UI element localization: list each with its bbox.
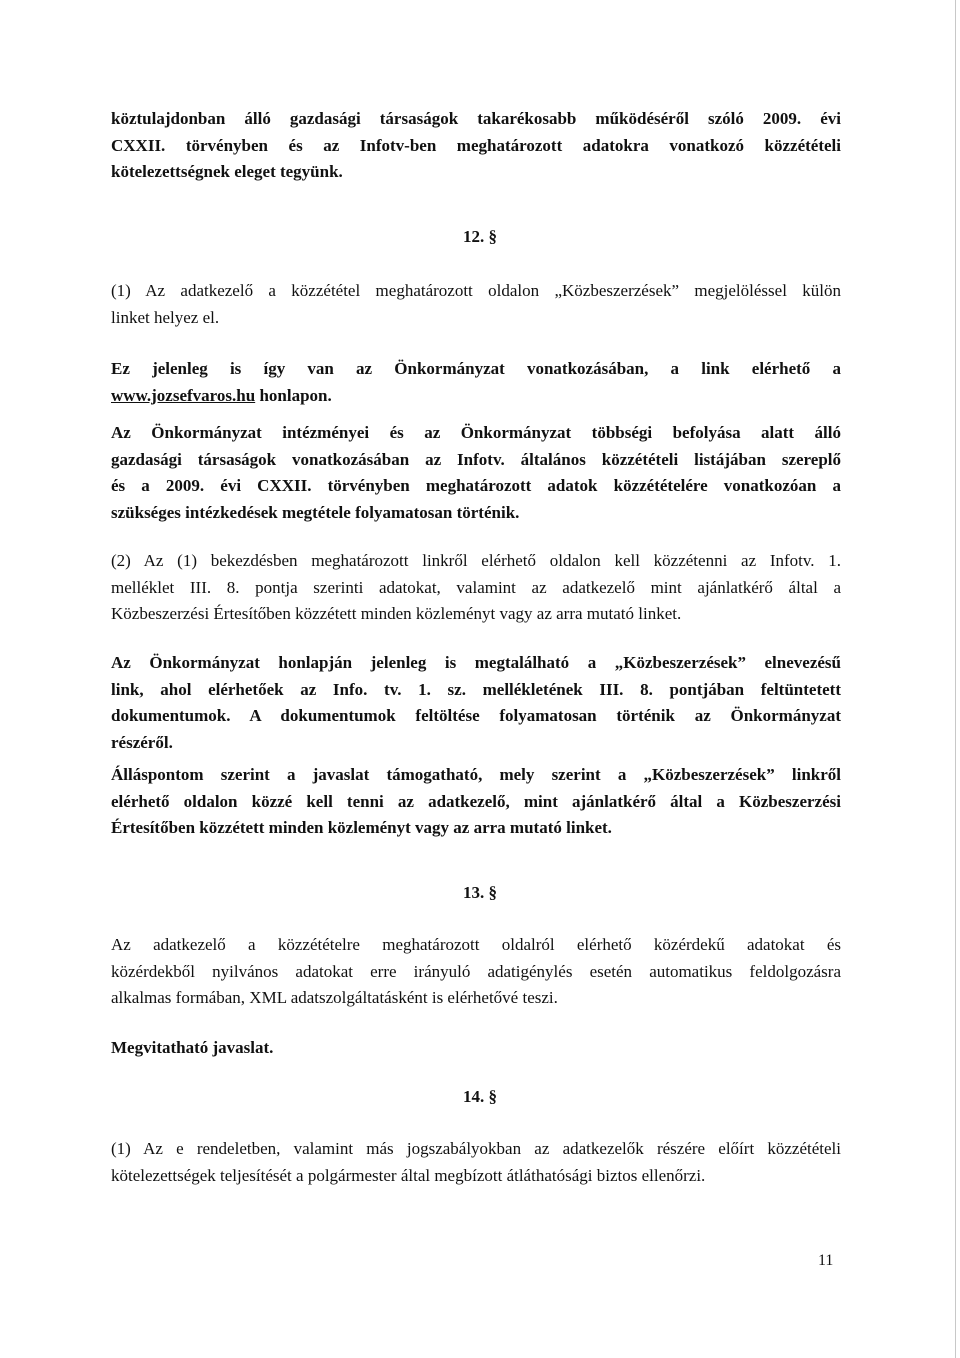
text-line: Az Önkormányzat honlapján jelenleg is megtalálható a „Közbeszerzések” elnevezésű xyxy=(111,653,841,672)
comment-position xyxy=(111,762,841,842)
section-12-paragraph-1 xyxy=(111,278,841,331)
text-line: (1) Az adatkezelő a közzététel meghatározott oldalon „Közbeszerzések” megjelöléssel külön xyxy=(111,281,841,300)
website-link[interactable]: www.jozsefvaros.hu xyxy=(111,385,256,405)
comment-website-link xyxy=(111,650,841,756)
text-line: link, ahol elérhetőek az Info. tv. 1. sz. mellékletének III. 8. pontjában feltüntetett xyxy=(111,679,841,699)
section-13-paragraph xyxy=(111,932,841,1012)
text-line: alkalmas formában, XML adatszolgáltatásként is elérhetővé teszi. xyxy=(111,988,558,1007)
comment-link-available xyxy=(111,356,841,409)
text-line: Az adatkezelő a közzétételre meghatározott oldalról elérhető közérdekű adatokat és xyxy=(111,935,841,954)
text-line: (2) Az (1) bekezdésben meghatározott linkről elérhető oldalon kell közzétenni az Infotv. 1. xyxy=(111,551,841,570)
text-line: CXXII. törvényben és az Infotv-ben meghatározott adatokra vonatkozó közzétételi xyxy=(111,135,841,155)
text-line: kötelezettségek teljesítését a polgármester által megbízott átláthatósági biztos ellenőrzi. xyxy=(111,1165,706,1185)
text-line: Értesítőben közzétett minden közleményt vagy az arra mutató linket. xyxy=(111,818,612,837)
text-line: részéről. xyxy=(111,732,173,752)
text-line: szükséges intézkedések megtétele folyamatosan történik. xyxy=(111,502,520,522)
section-12-paragraph-2 xyxy=(111,548,841,628)
section-12-heading: 12. § xyxy=(463,227,497,246)
text-line xyxy=(111,383,841,410)
text-line: gazdasági társaságok vonatkozásában az Infotv. általános közzétételi listájában szereplő xyxy=(111,449,841,469)
text-line: Közbeszerzési Értesítőben közzétett minden közleményt vagy az arra mutató linket. xyxy=(111,604,682,623)
text-line: linket helyez el. xyxy=(111,307,220,327)
section-14-paragraph xyxy=(111,1136,841,1189)
comment-discussable xyxy=(111,1035,841,1062)
scan-edge-line xyxy=(955,0,956,1358)
text-line: kötelezettségnek eleget tegyünk. xyxy=(111,162,343,181)
text-line: Álláspontom szerint a javaslat támogatható, mely szerint a „Közbeszerzések” linkről xyxy=(111,765,841,784)
text-fragment: honlapon. xyxy=(255,385,332,405)
text-line: Ez jelenleg is így van az Önkormányzat vonatkozásában, a link elérhető a xyxy=(111,359,841,378)
text-line: Az Önkormányzat intézményei és az Önkormányzat többségi befolyása alatt álló xyxy=(111,423,841,442)
text-line: közérdekből nyilvános adatokat erre irányuló adatigénylés esetén automatikus feldolgozásra xyxy=(111,961,841,981)
text-line: dokumentumok. A dokumentumok feltöltése folyamatosan történik az Önkormányzat xyxy=(111,706,841,725)
comment-institutions xyxy=(111,420,841,526)
section-14-heading: 14. § xyxy=(463,1087,497,1106)
text-line: köztulajdonban álló gazdasági társaságok takarékosabb működéséről szóló 2009. évi xyxy=(111,109,841,128)
text-line: elérhető oldalon közzé kell tenni az adatkezelő, mint ajánlatkérő által a Közbeszerzési xyxy=(111,791,841,811)
text-line: (1) Az e rendeletben, valamint más jogszabályokban az adatkezelők részére előírt közzétételi xyxy=(111,1139,841,1158)
text-line: Megvitatható javaslat. xyxy=(111,1038,274,1057)
text-line: és a 2009. évi CXXII. törvényben meghatározott adatok közzétételére vonatkozóan a xyxy=(111,476,841,495)
text-line: melléklet III. 8. pontja szerinti adatokat, valamint az adatkezelő mint ajánlatkérő által a xyxy=(111,577,841,597)
section-13-heading: 13. § xyxy=(463,883,497,902)
page-number: 11 xyxy=(818,1252,834,1269)
intro-paragraph xyxy=(111,106,841,186)
